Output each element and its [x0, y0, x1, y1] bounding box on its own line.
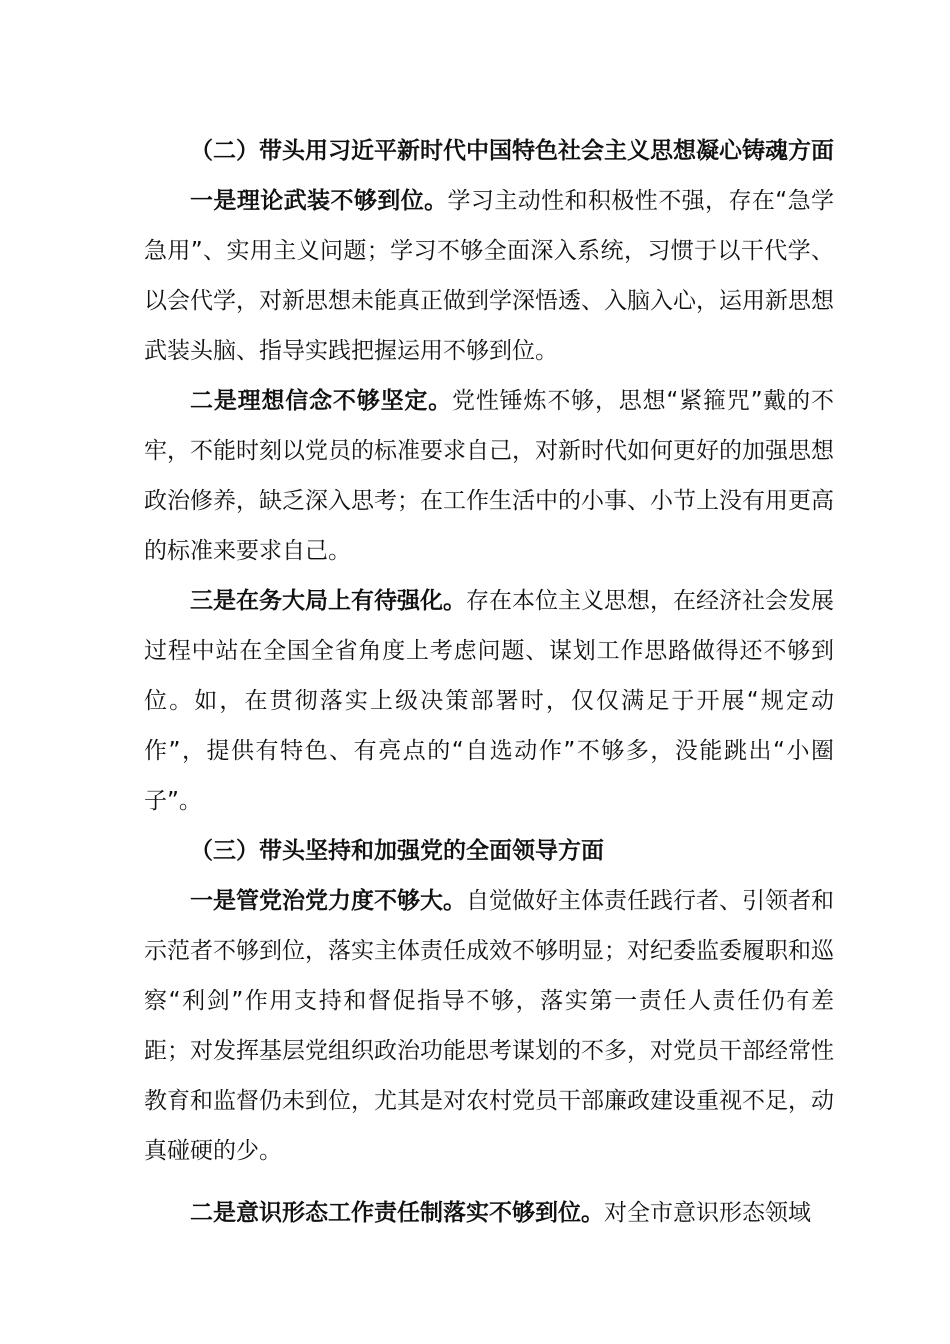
paragraph-text: 存在本位主义思想，在经济社会发展过程中站在全国全省角度上考虑问题、谋划工作思路做得还不够到位。如，在贯彻落实上级决策部署时，仅仅满足于开展“规定动作”，提供有特色、有亮点的“自选动作”不够多，没能跳出“小圈子”。: [144, 588, 834, 814]
section-heading-2: （二）带头用习近平新时代中国特色社会主义思想凝心铸魂方面: [190, 138, 834, 164]
paragraph-lead: 二是理想信念不够坚定。: [190, 388, 453, 414]
paragraph-text: 自觉做好主体责任践行者、引领者和示范者不够到位，落实主体责任成效不够明显；对纪委监委履职和巡察“利剑”作用支持和督促指导不够，落实第一责任人责任仍有差距；对发挥基层党组织政治功能思考谋划的不多，对党员干部经常性教育和监督仍未到位，尤其是对农村党员干部廉政建设重视不足，动真碰硬的少。: [144, 888, 834, 1164]
paragraph-text: 学习主动性和积极性不强，存在“急学急用”、实用主义问题；学习不够全面深入系统，习惯于以干代学、以会代学，对新思想未能真正做到学深悟透、入脑入心，运用新思想武装头脑、指导实践把握运用不够到位。: [144, 188, 834, 364]
paragraph-lead: 二是意识形态工作责任制落实不够到位。: [190, 1200, 604, 1226]
paragraph-lead: 一是管党治党力度不够大。: [190, 888, 466, 914]
paragraph-party-governance: [144, 876, 834, 1176]
paragraph-overall: [144, 576, 834, 826]
paragraph-gap: [144, 1176, 834, 1188]
document-page: [144, 126, 834, 1238]
paragraph-ideology: [144, 1188, 834, 1238]
paragraph-lead: 一是理论武装不够到位。: [190, 188, 448, 214]
paragraph-ideals: [144, 376, 834, 576]
paragraph-lead: 三是在务大局上有待强化。: [190, 588, 466, 614]
paragraph-text: 对全市意识形态领域: [604, 1200, 811, 1226]
paragraph-text: 党性锤炼不够，思想“紧箍咒”戴的不牢，不能时刻以党员的标准要求自己，对新时代如何更好的加强思想政治修养，缺乏深入思考；在工作生活中的小事、小节上没有用更高的标准来要求自己。: [144, 388, 834, 564]
paragraph-theory: [144, 176, 834, 376]
section-heading-3: （三）带头坚持和加强党的全面领导方面: [190, 838, 604, 864]
